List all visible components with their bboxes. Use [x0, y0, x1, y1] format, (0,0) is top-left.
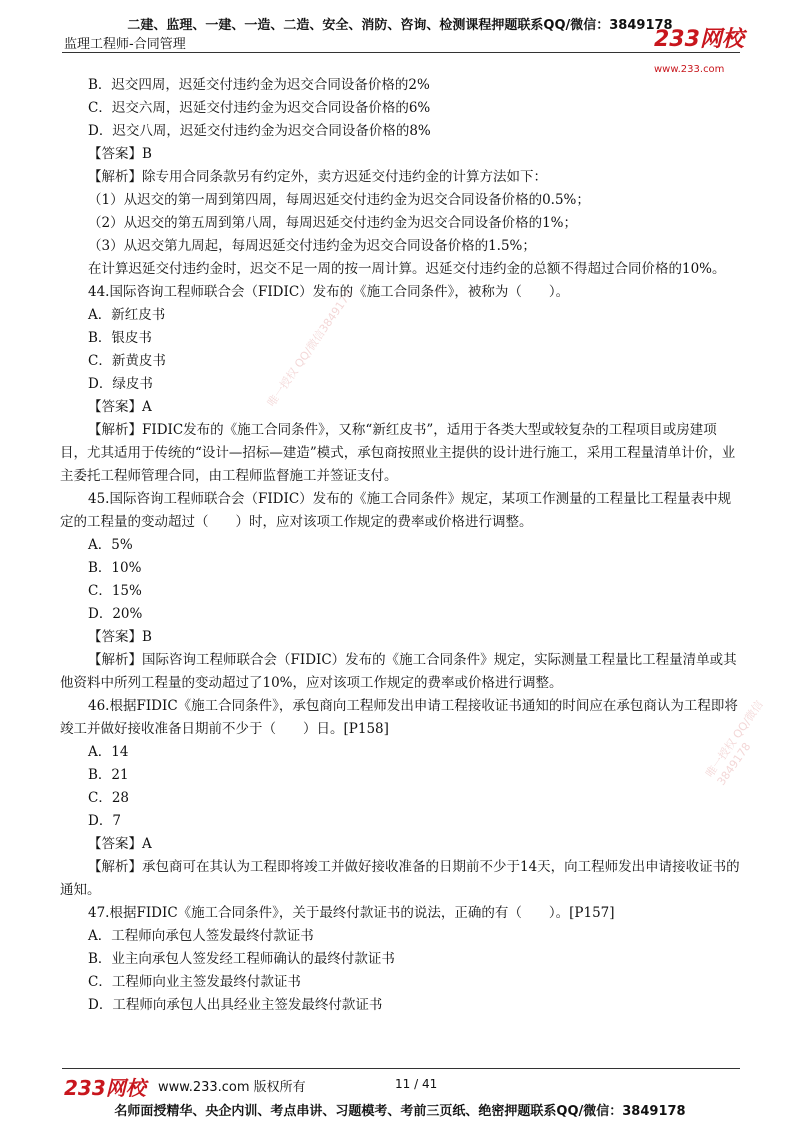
text-line: 【解析】承包商可在其认为工程即将竣工并做好接收准备的日期前不少于14天，向工程师发出申请接收证书的通知。 — [60, 859, 740, 898]
header-banner: 二建、监理、一建、一造、二造、安全、消防、咨询、检测课程押题联系QQ/微信：3849178 — [127, 18, 673, 33]
text-line: C．15% — [88, 583, 142, 599]
text-line: （1）从迟交的第一周到第四周，每周迟延交付违约金为迟交合同设备价格的0.5%； — [88, 192, 590, 208]
text-line: 44.国际咨询工程师联合会（FIDIC）发布的《施工合同条件》，被称为（ ）。 — [88, 284, 570, 300]
text-line: D．工程师向承包人出具经业主签发最终付款证书 — [88, 997, 383, 1013]
text-line: （3）从迟交第九周起，每周迟延交付违约金为迟交合同设备价格的1.5%； — [88, 238, 536, 254]
text-line: D．绿皮书 — [88, 376, 153, 392]
document-body — [60, 74, 742, 1017]
watermark: 唯一授权 QQ/微信3849178 — [264, 287, 356, 410]
text-line: 【答案】B — [88, 146, 152, 162]
brand-logo-domain: www.233.com — [654, 64, 725, 75]
text-line: D．20% — [88, 606, 143, 622]
watermark-2: 唯一授权 QQ/微信3849178 — [703, 698, 766, 788]
text-line: A．工程师向承包人签发最终付款证书 — [88, 928, 314, 944]
text-line: C．新黄皮书 — [88, 353, 166, 369]
text-line: B．10% — [88, 560, 142, 576]
text-line: C．28 — [88, 790, 130, 806]
header-divider — [62, 52, 740, 53]
footer-divider — [62, 1068, 740, 1069]
text-line: 【答案】A — [88, 836, 152, 852]
text-line: D．7 — [88, 813, 121, 829]
brand-logo-text: 233网校 — [654, 27, 744, 52]
text-line: A．新红皮书 — [88, 307, 166, 323]
text-line: A．5% — [88, 537, 133, 553]
text-line: B．迟交四周，迟延交付违约金为迟交合同设备价格的2% — [88, 77, 430, 93]
footer-banner: 名师面授精华、央企内训、考点串讲、习题模考、考前三页纸、绝密押题联系QQ/微信：3849178 — [114, 1104, 686, 1119]
text-line: 【解析】除专用合同条款另有约定外，卖方迟延交付违约金的计算方法如下： — [88, 169, 547, 185]
text-line: （2）从迟交的第五周到第八周，每周迟延交付违约金为迟交合同设备价格的1%； — [88, 215, 578, 231]
text-line: D．迟交八周，迟延交付违约金为迟交合同设备价格的8% — [88, 123, 431, 139]
text-line: B．业主向承包人签发经工程师确认的最终付款证书 — [88, 951, 395, 967]
text-line: 47.根据FIDIC《施工合同条件》，关于最终付款证书的说法，正确的有（ ）。[P157] — [88, 905, 615, 921]
text-line: A．14 — [88, 744, 129, 760]
text-line: 45.国际咨询工程师联合会（FIDIC）发布的《施工合同条件》规定，某项工作测量的工程量比工程量表中规定的工程量的变动超过（ ）时，应对该项工作规定的费率或价格进行调整。 — [60, 491, 732, 530]
text-line: C．迟交六周，迟延交付违约金为迟交合同设备价格的6% — [88, 100, 431, 116]
text-line: 【答案】B — [88, 629, 152, 645]
text-line: 在计算迟延交付违约金时，迟交不足一周的按一周计算。迟延交付违约金的总额不得超过合同价格的10%。 — [88, 261, 726, 277]
document-subtitle: 监理工程师-合同管理 — [64, 37, 186, 52]
text-line: 【解析】FIDIC发布的《施工合同条件》，又称“新红皮书”，适用于各类大型或较复杂的工程项目或房建项目，尤其适用于传统的“设计—招标—建造”模式，承包商按照业主提供的设计进行施工，采用工程量清单计价，业主委托工程师管理合同，由工程师监督施工并签证支付。 — [60, 422, 736, 484]
footer-copyright: www.233.com 版权所有 — [158, 1080, 306, 1095]
text-line: 【答案】A — [88, 399, 152, 415]
text-line: B．银皮书 — [88, 330, 152, 346]
text-line: 【解析】国际咨询工程师联合会（FIDIC）发布的《施工合同条件》规定，实际测量工程量比工程量清单或其他资料中所列工程量的变动超过了10%，应对该项工作规定的费率或价格进行调整。 — [60, 652, 737, 691]
text-line: 46.根据FIDIC《施工合同条件》，承包商向工程师发出申请工程接收证书通知的时间应在承包商认为工程即将竣工并做好接收准备日期前不少于（ ）日。[P158] — [60, 698, 738, 737]
brand-logo — [654, 22, 744, 78]
text-line: B．21 — [88, 767, 129, 783]
page-number: 11 / 41 — [395, 1077, 438, 1091]
footer-logo: 233网校 — [64, 1076, 146, 1100]
text-line: C．工程师向业主签发最终付款证书 — [88, 974, 301, 990]
